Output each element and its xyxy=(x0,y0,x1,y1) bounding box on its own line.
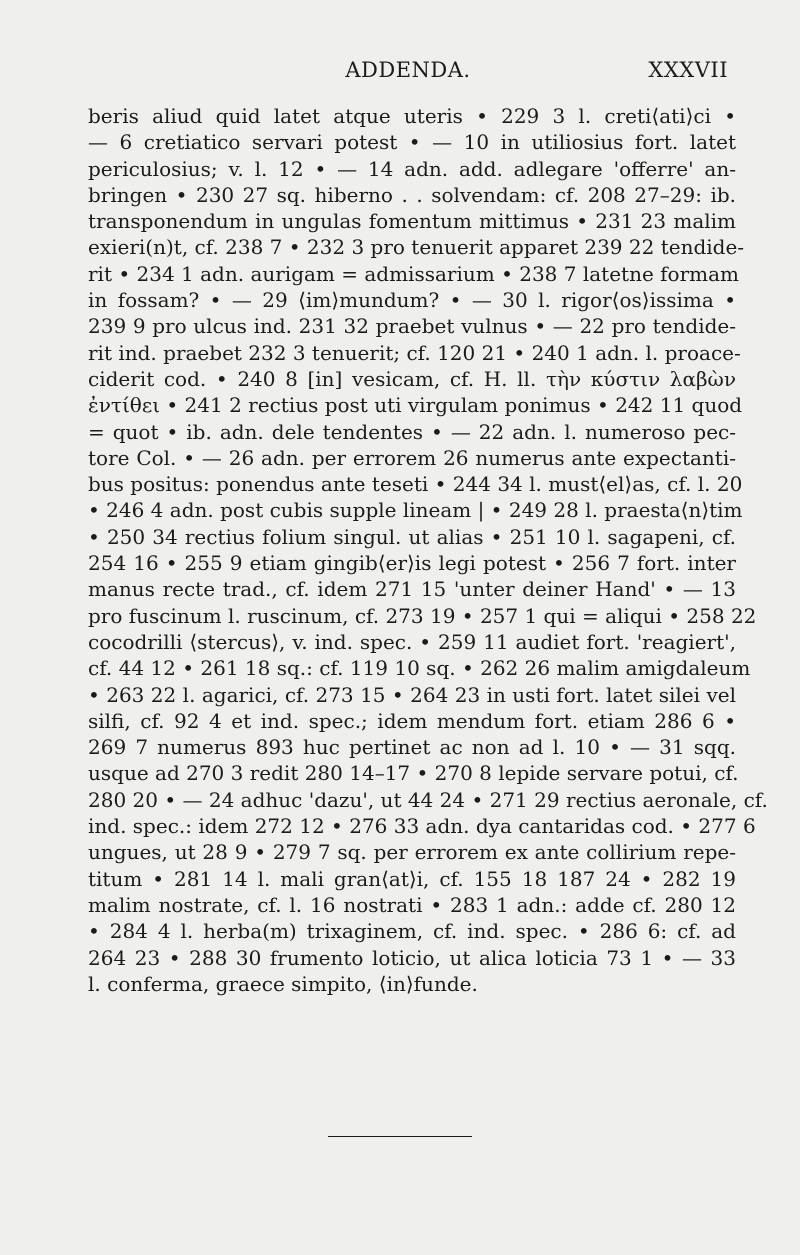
text-line: = quot • ib. adn. dele tendentes • — 22 adn. l. numeroso pec- xyxy=(88,419,736,444)
text-line: cocodrilli ⟨stercus⟩, v. ind. spec. • 259 11 audiet fort. 'reagiert', xyxy=(88,629,736,654)
text-line: periculosius; v. l. 12 • — 14 adn. add. adlegare 'offerre' an- xyxy=(88,156,736,181)
text-line: usque ad 270 3 redit 280 14–17 • 270 8 lepide servare potui, cf. xyxy=(88,761,739,786)
text-line: ciderit cod. • 240 8 [in] vesicam, cf. H. ll. τὴν κύστιν λαβὼν xyxy=(88,366,736,391)
text-line: pro fuscinum l. ruscinum, cf. 273 19 • 257 1 qui = aliqui • 258 22 xyxy=(88,603,757,628)
text-line: transponendum in ungulas fomentum mittimus • 231 23 malim xyxy=(88,209,736,234)
running-head xyxy=(88,58,728,88)
text-line: bus positus: ponendus ante teseti • 244 34 l. must⟨el⟩as, cf. l. 20 xyxy=(88,472,743,497)
text-line: 269 7 numerus 893 huc pertinet ac non ad l. 10 • — 31 sqq. xyxy=(88,735,736,760)
text-line: — 6 cretiatico servari potest • — 10 in utiliosius fort. latet xyxy=(88,130,736,155)
text-line: bringen • 230 27 sq. hiberno . . solvendam: cf. 208 27–29: ib. xyxy=(88,182,736,207)
closing-rule xyxy=(328,1136,472,1137)
text-line: ungues, ut 28 9 • 279 7 sq. per errorem ex ante collirium repe- xyxy=(88,840,736,865)
text-line: ind. spec.: idem 272 12 • 276 33 adn. dya cantaridas cod. • 277 6 xyxy=(88,814,756,839)
text-line: l. conferma, graece simpito, ⟨in⟩funde. xyxy=(88,971,478,996)
text-line: exieri(n)t, cf. 238 7 • 232 3 pro tenuerit apparet 239 22 tendide- xyxy=(88,235,745,260)
running-head-title: ADDENDA. xyxy=(345,58,471,82)
text-line: malim nostrate, cf. l. 16 nostrati • 283 1 adn.: adde cf. 280 12 xyxy=(88,892,736,917)
text-line: silfi, cf. 92 4 et ind. spec.; idem mendum fort. etiam 286 6 • xyxy=(88,708,736,733)
text-line: 254 16 • 255 9 etiam gingib⟨er⟩is legi potest • 256 7 fort. inter xyxy=(88,551,736,576)
text-line: • 246 4 adn. post cubis supple lineam | • 249 28 l. praesta⟨n⟩tim xyxy=(88,498,743,523)
text-line: manus recte trad., cf. idem 271 15 'unter deiner Hand' • — 13 xyxy=(88,577,736,602)
text-line: rit • 234 1 adn. aurigam = admissarium • 238 7 latetne formam xyxy=(88,261,739,286)
text-line: titum • 281 14 l. mali gran⟨at⟩i, cf. 155 18 187 24 • 282 19 xyxy=(88,866,736,891)
text-line: ἐντίθει • 241 2 rectius post uti virgulam ponimus • 242 11 quod xyxy=(88,393,743,418)
text-line: 280 20 • — 24 adhuc 'dazu', ut 44 24 • 271 29 rectius aeronale, cf. xyxy=(88,787,768,812)
addenda-text xyxy=(88,103,768,997)
text-line: 264 23 • 288 30 frumento loticio, ut alica loticia 73 1 • — 33 xyxy=(88,945,736,970)
text-line: beris aliud quid latet atque uteris • 229 3 l. creti⟨ati⟩ci • xyxy=(88,104,736,128)
text-line: • 263 22 l. agarici, cf. 273 15 • 264 23 in usti fort. latet silei vel xyxy=(88,682,736,707)
text-line: 239 9 pro ulcus ind. 231 32 praebet vulnus • — 22 pro tendide- xyxy=(88,314,736,339)
text-line: in fossam? • — 29 ⟨im⟩mundum? • — 30 l. rigor⟨os⟩issima • xyxy=(88,288,736,313)
text-line: tore Col. • — 26 adn. per errorem 26 numerus ante expectanti- xyxy=(88,445,736,470)
text-line: rit ind. praebet 232 3 tenuerit; cf. 120 21 • 240 1 adn. l. proace- xyxy=(88,340,741,365)
text-line: • 284 4 l. herba(m) trixaginem, cf. ind. spec. • 286 6: cf. ad xyxy=(88,919,736,944)
page-number: XXXVII xyxy=(648,58,728,82)
text-line: cf. 44 12 • 261 18 sq.: cf. 119 10 sq. • 262 26 malim amigdaleum xyxy=(88,656,751,681)
text-line: • 250 34 rectius folium singul. ut alias • 251 10 l. sagapeni, cf. xyxy=(88,524,736,549)
